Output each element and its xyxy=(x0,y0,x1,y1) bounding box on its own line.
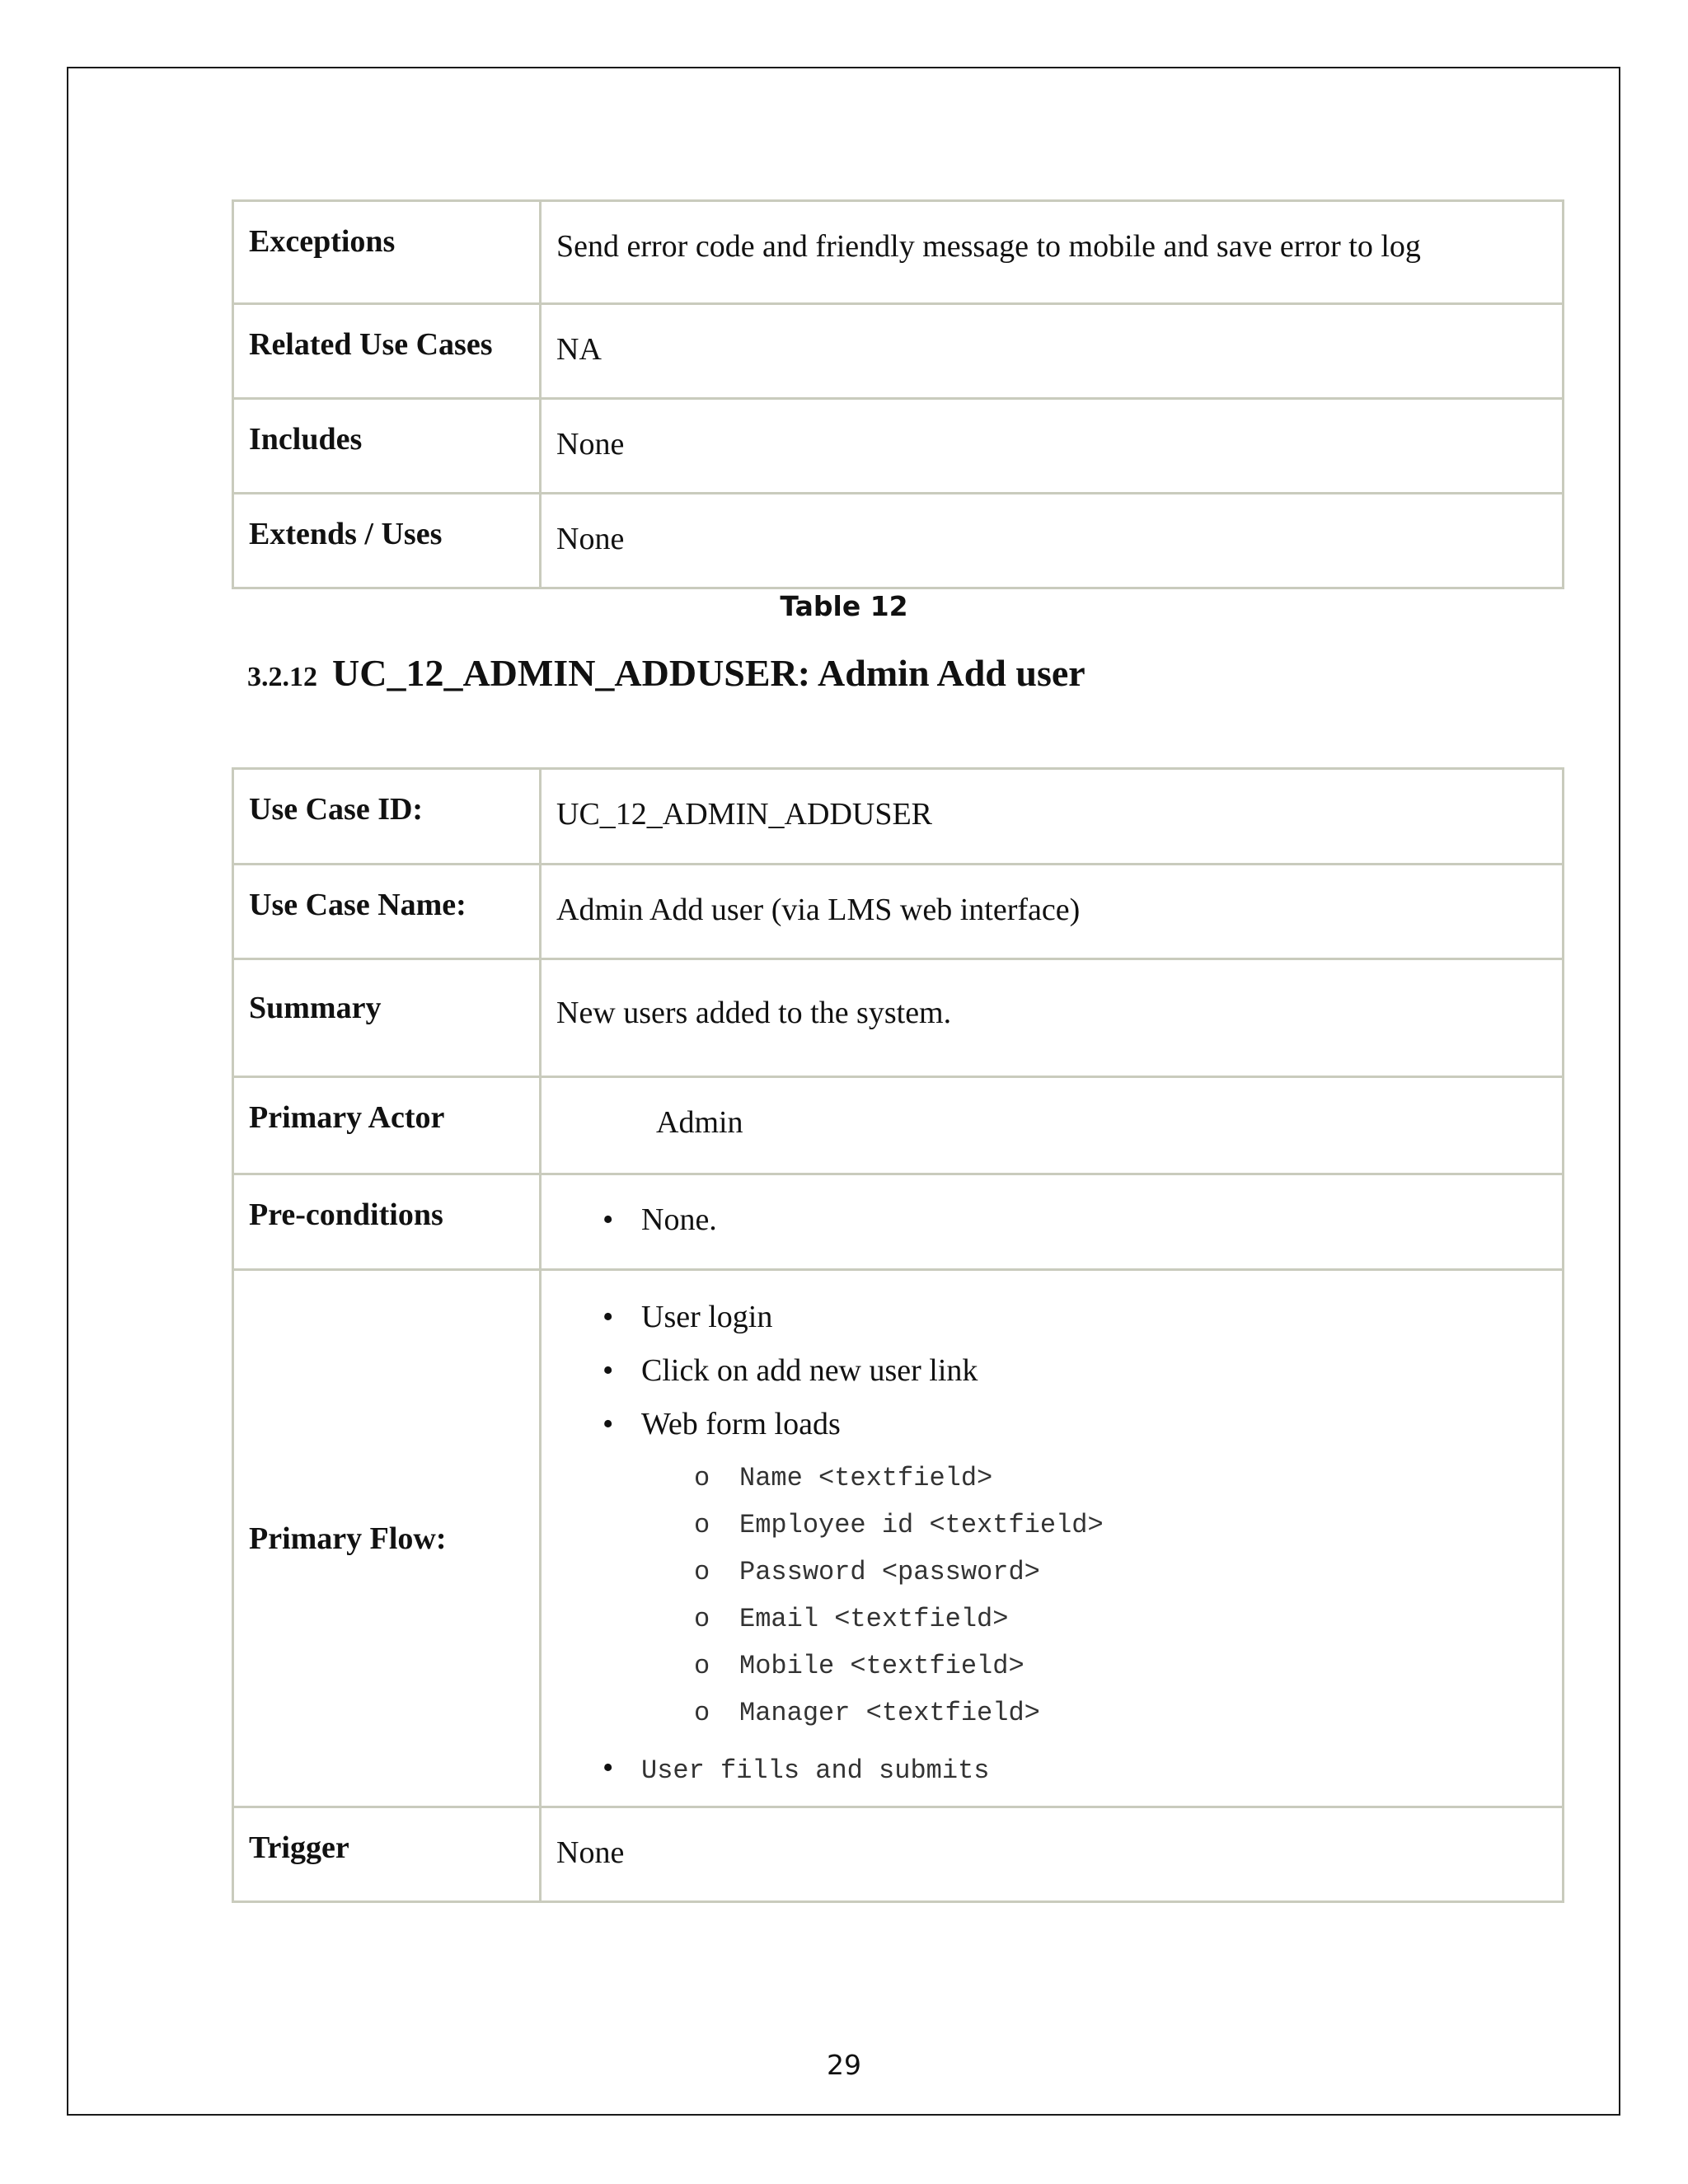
table-row xyxy=(233,304,1564,399)
row-value: None xyxy=(541,399,1564,494)
list-item: o Employee id <textfield> xyxy=(542,1502,1562,1549)
list-item-text: User fills and submits xyxy=(641,1755,990,1786)
table-row xyxy=(233,201,1564,304)
list-item: o Password <password> xyxy=(542,1549,1562,1596)
table-row xyxy=(233,1077,1564,1174)
row-value: None xyxy=(541,1807,1564,1902)
form-fields-list xyxy=(542,1455,1562,1736)
row-label: Primary Flow: xyxy=(233,1270,541,1807)
row-label: Includes xyxy=(233,399,541,494)
table-row xyxy=(233,1807,1564,1902)
row-label: Use Case Name: xyxy=(233,865,541,959)
row-label: Pre-conditions xyxy=(233,1174,541,1270)
row-label: Exceptions xyxy=(233,201,541,304)
table-row xyxy=(233,399,1564,494)
list-item: o Email <textfield> xyxy=(542,1596,1562,1643)
row-label: Extends / Uses xyxy=(233,494,541,588)
row-value: NA xyxy=(541,304,1564,399)
table-row xyxy=(233,1174,1564,1270)
list-item: • User login xyxy=(542,1291,1562,1344)
table-row xyxy=(233,769,1564,865)
list-item xyxy=(542,1741,1562,1797)
row-label: Use Case ID: xyxy=(233,769,541,865)
row-label: Summary xyxy=(233,959,541,1077)
section-title: UC_12_ADMIN_ADDUSER: Admin Add user xyxy=(332,652,1085,694)
list-item: • Click on add new user link xyxy=(542,1344,1562,1398)
list-item: o Mobile <textfield> xyxy=(542,1643,1562,1690)
table-caption: Table 12 xyxy=(780,590,908,622)
list-item-text: Web form loads xyxy=(641,1407,841,1441)
page-number: 29 xyxy=(827,2049,861,2081)
list-item: o Manager <textfield> xyxy=(542,1690,1562,1736)
table-row xyxy=(233,494,1564,588)
table-row xyxy=(233,959,1564,1077)
primary-flow-list xyxy=(542,1291,1562,1797)
row-value: New users added to the system. xyxy=(541,959,1564,1077)
row-label: Related Use Cases xyxy=(233,304,541,399)
table-row xyxy=(233,865,1564,959)
list-item: o Name <textfield> xyxy=(542,1455,1562,1502)
row-value: Admin Add user (via LMS web interface) xyxy=(541,865,1564,959)
list-item xyxy=(542,1398,1562,1736)
row-value: None xyxy=(541,494,1564,588)
row-label: Primary Actor xyxy=(233,1077,541,1174)
section-heading xyxy=(247,651,1085,695)
row-value: Admin xyxy=(541,1077,1564,1174)
row-value xyxy=(541,1270,1564,1807)
table-12 xyxy=(232,199,1564,589)
use-case-table xyxy=(232,767,1564,1903)
row-value: UC_12_ADMIN_ADDUSER xyxy=(541,769,1564,865)
section-number: 3.2.12 xyxy=(247,662,317,692)
pre-conditions-list xyxy=(542,1202,1562,1238)
row-value xyxy=(541,1174,1564,1270)
row-value: Send error code and friendly message to mobile and save error to log xyxy=(541,201,1564,304)
list-item: • None. xyxy=(542,1202,1562,1238)
table-row xyxy=(233,1270,1564,1807)
row-label: Trigger xyxy=(233,1807,541,1902)
